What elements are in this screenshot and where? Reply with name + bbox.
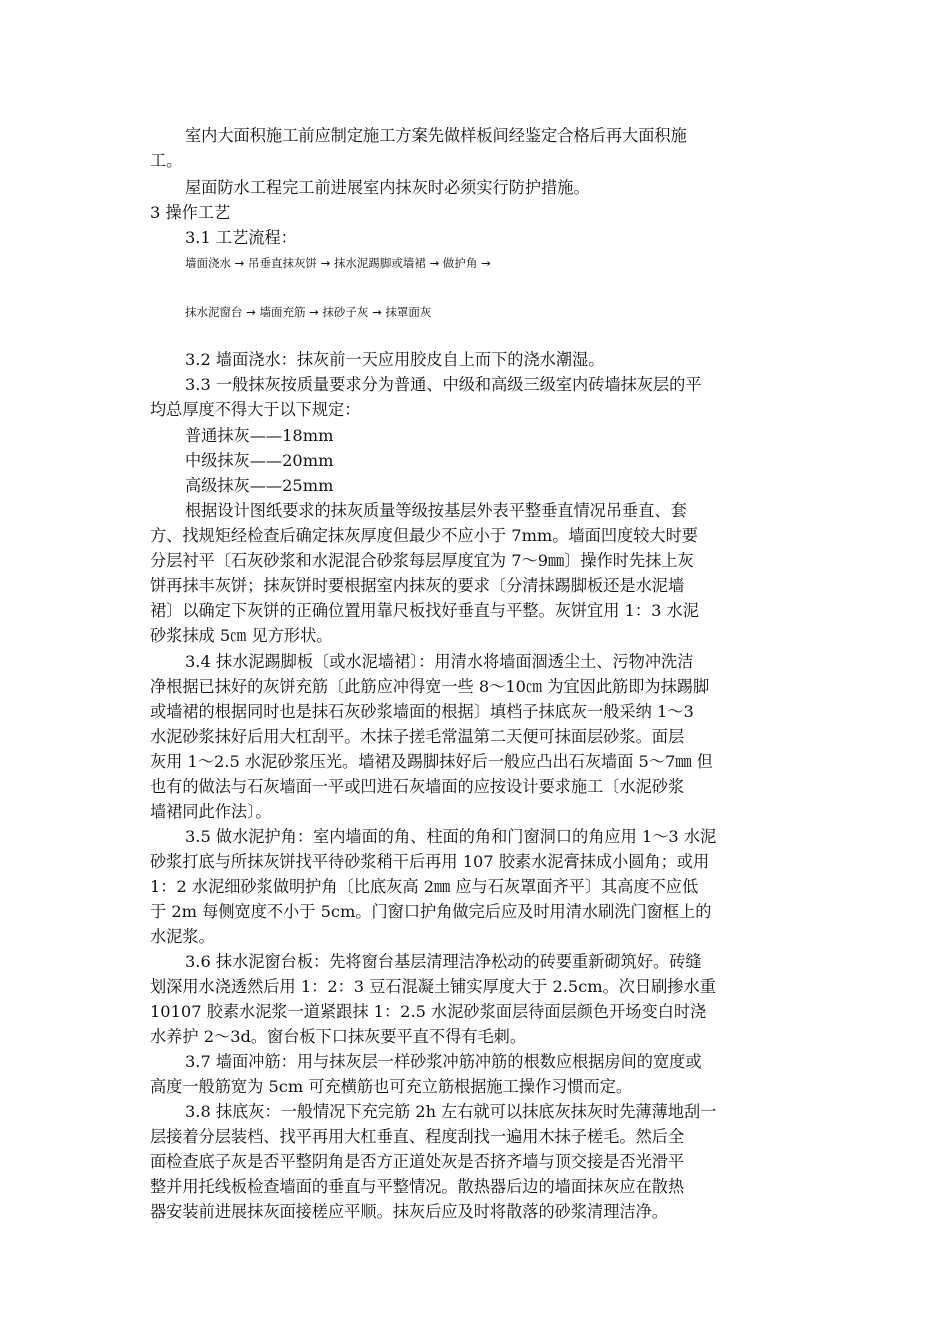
paragraph-line: 10107 胶素水泥浆一道紧跟抹 1：2.5 水泥砂浆面层待面层颜色开场变白时浇 xyxy=(150,1002,707,1021)
flow-step: 抹水泥窗台 xyxy=(185,305,243,319)
arrow-right-icon: → xyxy=(309,305,319,319)
flow-step: 做护角 xyxy=(442,256,478,270)
paragraph-line: 水泥砂浆抹好后用大杠刮平。木抹子搓毛常温第二天便可抹面层砂浆。面层 xyxy=(150,727,685,746)
paragraph-line: 饼再抹丰灰饼；抹灰饼时要根据室内抹灰的要求〔分清抹踢脚板还是水泥墙 xyxy=(150,576,685,595)
process-flow-row-1 xyxy=(185,255,491,271)
flow-step: 墙面浇水 xyxy=(185,256,231,270)
paragraph-line: 均总厚度不得大于以下规定： xyxy=(150,400,361,419)
list-item: 中级抹灰——20mm xyxy=(185,451,334,470)
paragraph-line: 3.2 墙面浇水：抹灰前一天应用胶皮自上而下的浇水潮湿。 xyxy=(185,350,605,369)
flow-step: 抹罩面灰 xyxy=(385,305,432,319)
list-item: 高级抹灰——25mm xyxy=(185,476,334,495)
paragraph-line: 方、找规矩经检查后确定抹灰厚度但最少不应小于 7mm。墙面凹度较大时要 xyxy=(150,526,698,545)
paragraph-line: 3.4 抹水泥踢脚板〔或水泥墙裙〕：用清水将墙面涸透尘土、污物冲洗洁 xyxy=(185,652,694,671)
paragraph-line: 水泥浆。 xyxy=(150,927,215,946)
paragraph-line: 整并用托线板检查墙面的垂直与平整情况。散热器后边的墙面抹灰应在散热 xyxy=(150,1177,685,1196)
arrow-right-icon: → xyxy=(429,256,440,270)
paragraph-line: 划深用水浇透然后用 1：2：3 豆石混凝土铺实厚度大于 2.5cm。次日刷掺水重 xyxy=(150,977,716,996)
paragraph-line: 工。 xyxy=(150,151,183,170)
paragraph-line: 裙〕以确定下灰饼的正确位置用靠尺板找好垂直与平整。灰饼宜用 1：3 水泥 xyxy=(150,601,699,620)
paragraph-line: 砂浆抹成 5㎝ 见方形状。 xyxy=(150,626,333,645)
paragraph-line: 3.3 一般抹灰按质量要求分为普通、中级和高级三级室内砖墙抹灰层的平 xyxy=(185,375,702,394)
paragraph-line: 面检查底子灰是否平整阴角是否方正道处灰是否挤齐墙与顶交接是否光滑平 xyxy=(150,1152,685,1171)
subsection-heading: 3.1 工艺流程： xyxy=(185,228,297,247)
arrow-right-icon: → xyxy=(481,256,491,270)
paragraph-line: 砂浆打底与所抹灰饼找平待砂浆稍干后再用 107 胶素水泥膏抹成小圆角；或用 xyxy=(150,852,710,871)
paragraph-line: 水养护 2～3d。窗台板下口抹灰要平直不得有毛刺。 xyxy=(150,1027,527,1046)
arrow-right-icon: → xyxy=(234,256,245,270)
process-flow-row-2 xyxy=(185,304,431,320)
paragraph-line: 3.5 做水泥护角：室内墙面的角、柱面的角和门窗洞口的角应用 1～3 水泥 xyxy=(185,827,717,846)
arrow-right-icon: → xyxy=(320,256,331,270)
arrow-right-icon: → xyxy=(246,305,256,319)
paragraph-line: 层接着分层装档、找平再用大杠垂直、程度刮找一遍用木抹子槎毛。然后全 xyxy=(150,1127,685,1146)
flow-step: 墙面充筋 xyxy=(259,305,306,319)
paragraph-line: 也有的做法与石灰墙面一平或凹进石灰墙面的应按设计要求施工〔水泥砂浆 xyxy=(150,777,685,796)
paragraph-line: 净根据已抹好的灰饼充筋〔此筋应冲得宽一些 8～10㎝ 为宜因此筋即为抹踢脚 xyxy=(150,677,710,696)
flow-step: 抹砂子灰 xyxy=(322,305,369,319)
flow-step: 吊垂直抹灰饼 xyxy=(247,256,317,270)
paragraph-line: 或墙裙的根据同时也是抹石灰砂浆墙面的根据〕填档子抹底灰一般采纳 1～3 xyxy=(150,702,694,721)
paragraph-line: 根据设计图纸要求的抹灰质量等级按基层外表平整垂直情况吊垂直、套 xyxy=(185,501,687,520)
paragraph-line: 3.8 抹底灰：一般情况下充完筋 2h 左右就可以抹底灰抹灰时先薄薄地刮一 xyxy=(185,1102,717,1121)
paragraph-line: 3.7 墙面冲筋：用与抹灰层一样砂浆冲筋冲筋的根数应根据房间的宽度或 xyxy=(185,1052,702,1071)
flow-step: 抹水泥踢脚或墙裙 xyxy=(333,256,426,270)
paragraph-line: 1：2 水泥细砂浆做明护角〔比底灰高 2㎜ 应与石灰罩面齐平〕其高度不应低 xyxy=(150,877,699,896)
paragraph-line: 灰用 1～2.5 水泥砂浆压光。墙裙及踢脚抹好后一般应凸出石灰墙面 5～7㎜ 但 xyxy=(150,752,713,771)
paragraph-line: 屋面防水工程完工前进展室内抹灰时必须实行防护措施。 xyxy=(185,178,590,197)
section-heading: 3 操作工艺 xyxy=(150,203,231,222)
list-item: 普通抹灰——18mm xyxy=(185,426,334,445)
paragraph-line: 分层衬平〔石灰砂浆和水泥混合砂浆每层厚度宜为 7～9㎜〕操作时先抹上灰 xyxy=(150,551,694,570)
paragraph-line: 室内大面积施工前应制定施工方案先做样板间经鉴定合格后再大面积施 xyxy=(185,126,687,145)
paragraph-line: 器安装前进展抹灰面接槎应平顺。抹灰后应及时将散落的砂浆清理洁净。 xyxy=(150,1202,668,1221)
paragraph-line: 高度一般筋宽为 5cm 可充横筋也可充立筋根据施工操作习惯而定。 xyxy=(150,1077,633,1096)
paragraph-line: 3.6 抹水泥窗台板：先将窗台基层清理洁净松动的砖要重新砌筑好。砖缝 xyxy=(185,952,702,971)
paragraph-line: 于 2m 每侧宽度不小于 5cm。门窗口护角做完后应及时用清水刷洗门窗框上的 xyxy=(150,902,712,921)
arrow-right-icon: → xyxy=(372,305,382,319)
paragraph-line: 墙裙同此作法〕。 xyxy=(150,802,272,821)
